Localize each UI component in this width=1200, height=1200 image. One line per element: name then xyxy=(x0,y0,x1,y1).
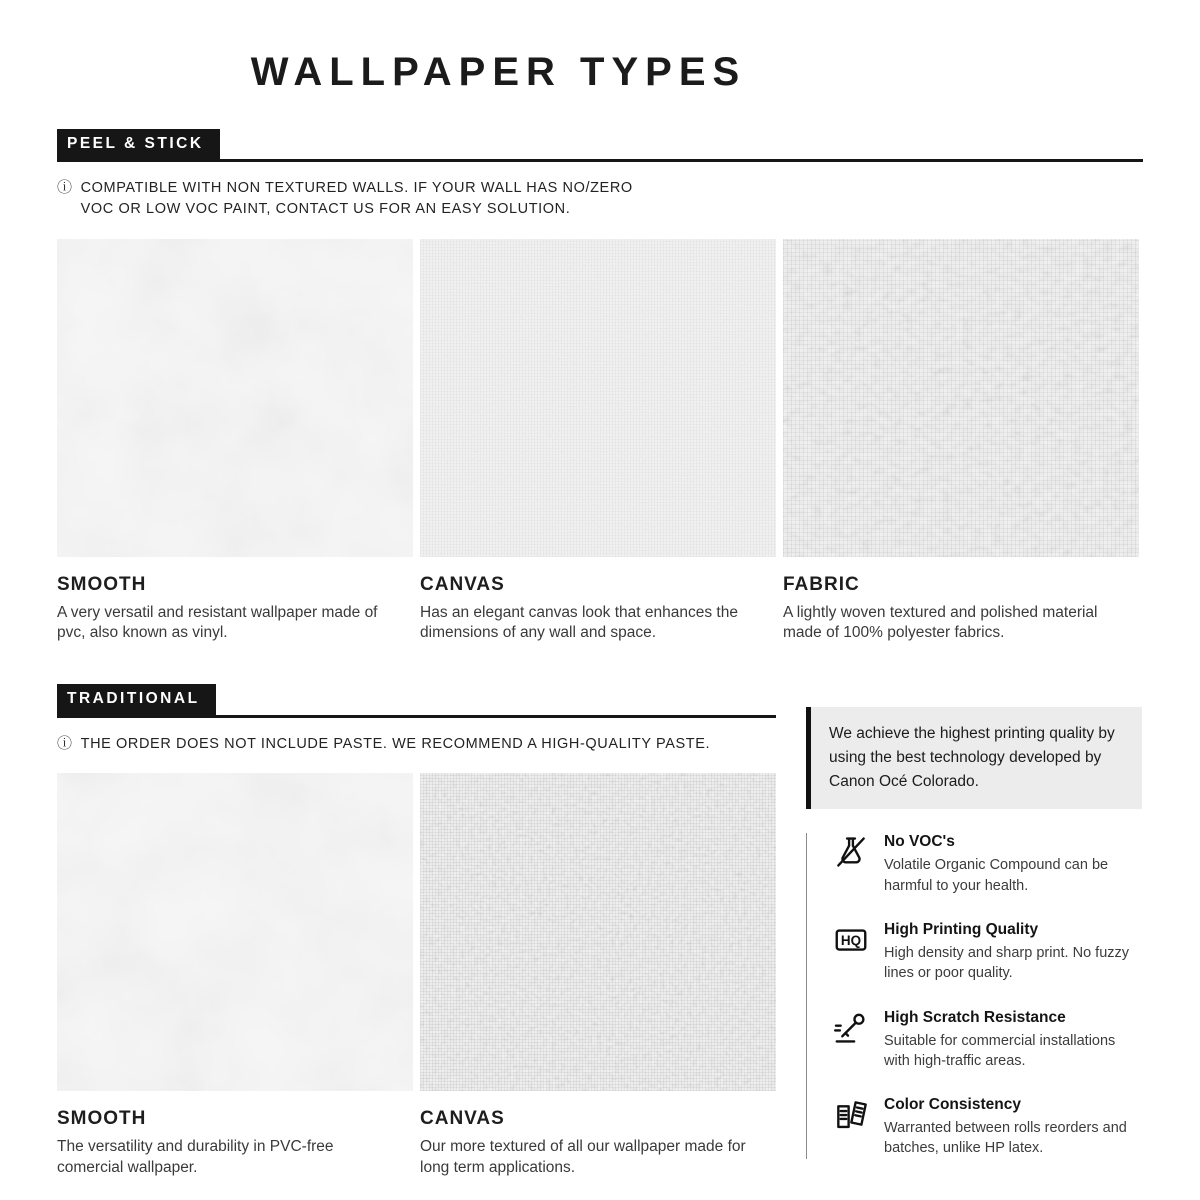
texture-swatch-canvas xyxy=(420,239,776,557)
swatch-name: CANVAS xyxy=(420,1107,505,1129)
rough-canvas-weave-overlay xyxy=(420,773,776,1091)
feature-high-printing-quality xyxy=(832,921,1142,984)
swatch-description: A lightly woven textured and polished material made of 100% polyester fabrics. xyxy=(783,603,1098,642)
swatch-cell-trad-smooth xyxy=(57,773,413,1179)
texture-swatch-rough-canvas xyxy=(420,773,776,1091)
quality-sidebar xyxy=(806,644,1142,1158)
feature-list xyxy=(806,833,1142,1158)
feature-description: Warranted between rolls reorders and batches, unlike HP latex. xyxy=(884,1120,1127,1157)
feature-title: High Printing Quality xyxy=(884,920,1039,938)
texture-swatch-fabric xyxy=(783,239,1139,557)
feature-no-voc xyxy=(832,833,1142,896)
section-label-traditional: TRADITIONAL xyxy=(57,684,216,714)
swatch-description: Our more textured of all our wallpaper made for long term applications. xyxy=(420,1137,746,1176)
traditional-note-text: THE ORDER DOES NOT INCLUDE PASTE. WE RECOMMEND A HIGH-QUALITY PASTE. xyxy=(80,735,711,752)
smooth-texture-image xyxy=(57,239,413,557)
texture-swatch-smooth xyxy=(57,773,413,1091)
swatch-cell-peel-fabric xyxy=(783,239,1139,645)
svg-text:HQ: HQ xyxy=(840,932,862,948)
peel-stick-note-text: COMPATIBLE WITH NON TEXTURED WALLS. IF YOUR WALL HAS NO/ZERO VOC OR LOW VOC PAINT, CONTACT US FOR AN EASY SOLUTION. xyxy=(80,180,633,218)
hq-print-icon xyxy=(832,921,870,959)
swatch-name: SMOOTH xyxy=(57,1107,147,1129)
swatch-cell-trad-canvas xyxy=(420,773,776,1179)
feature-title: High Scratch Resistance xyxy=(884,1008,1066,1026)
swatch-cell-peel-smooth xyxy=(57,239,413,645)
smooth-texture-image xyxy=(57,773,413,1091)
feature-color-consistency xyxy=(832,1096,1142,1159)
canvas-weave-overlay xyxy=(420,239,776,557)
feature-title: Color Consistency xyxy=(884,1096,1021,1114)
print-quality-callout: We achieve the highest printing quality by using the best technology developed by Canon Océ Colorado. xyxy=(806,707,1142,809)
page-title: WALLPAPER TYPES xyxy=(250,50,747,94)
section-label-peel-stick: PEEL & STICK xyxy=(57,129,220,159)
feature-description: Suitable for commercial installations with high-traffic areas. xyxy=(884,1032,1116,1069)
swatch-description: A very versatil and resistant wallpaper made of pvc, also known as vinyl. xyxy=(57,603,378,642)
feature-high-scratch-resistance xyxy=(832,1009,1142,1072)
no-voc-icon xyxy=(832,833,870,871)
feature-title: No VOC's xyxy=(884,833,955,851)
swatch-name: CANVAS xyxy=(420,573,505,595)
swatch-description: Has an elegant canvas look that enhances the dimensions of any wall and space. xyxy=(420,603,738,642)
info-icon: ⓘ xyxy=(57,179,73,197)
swatch-cell-peel-canvas xyxy=(420,239,776,645)
color-consistency-icon xyxy=(832,1096,870,1134)
scratch-resistance-icon xyxy=(832,1009,870,1047)
feature-description: High density and sharp print. No fuzzy lines or poor quality. xyxy=(884,944,1130,982)
traditional-swatch-grid xyxy=(57,773,776,1179)
title-wrap xyxy=(57,0,940,95)
swatch-name: SMOOTH xyxy=(57,573,147,595)
swatch-name: FABRIC xyxy=(783,573,860,595)
peel-stick-swatch-grid xyxy=(57,239,1143,645)
traditional-section xyxy=(57,644,776,1178)
feature-description: Volatile Organic Compound can be harmful to your health. xyxy=(884,857,1109,894)
info-icon: ⓘ xyxy=(57,734,73,752)
traditional-note xyxy=(57,734,776,755)
section-header-peel-stick xyxy=(57,129,1143,162)
fabric-weave-overlay xyxy=(783,239,1139,557)
swatch-description: The versatility and durability in PVC-free comercial wallpaper. xyxy=(57,1137,334,1176)
section-header-traditional xyxy=(57,684,776,717)
texture-swatch-smooth xyxy=(57,239,413,557)
peel-stick-note xyxy=(57,178,1143,220)
